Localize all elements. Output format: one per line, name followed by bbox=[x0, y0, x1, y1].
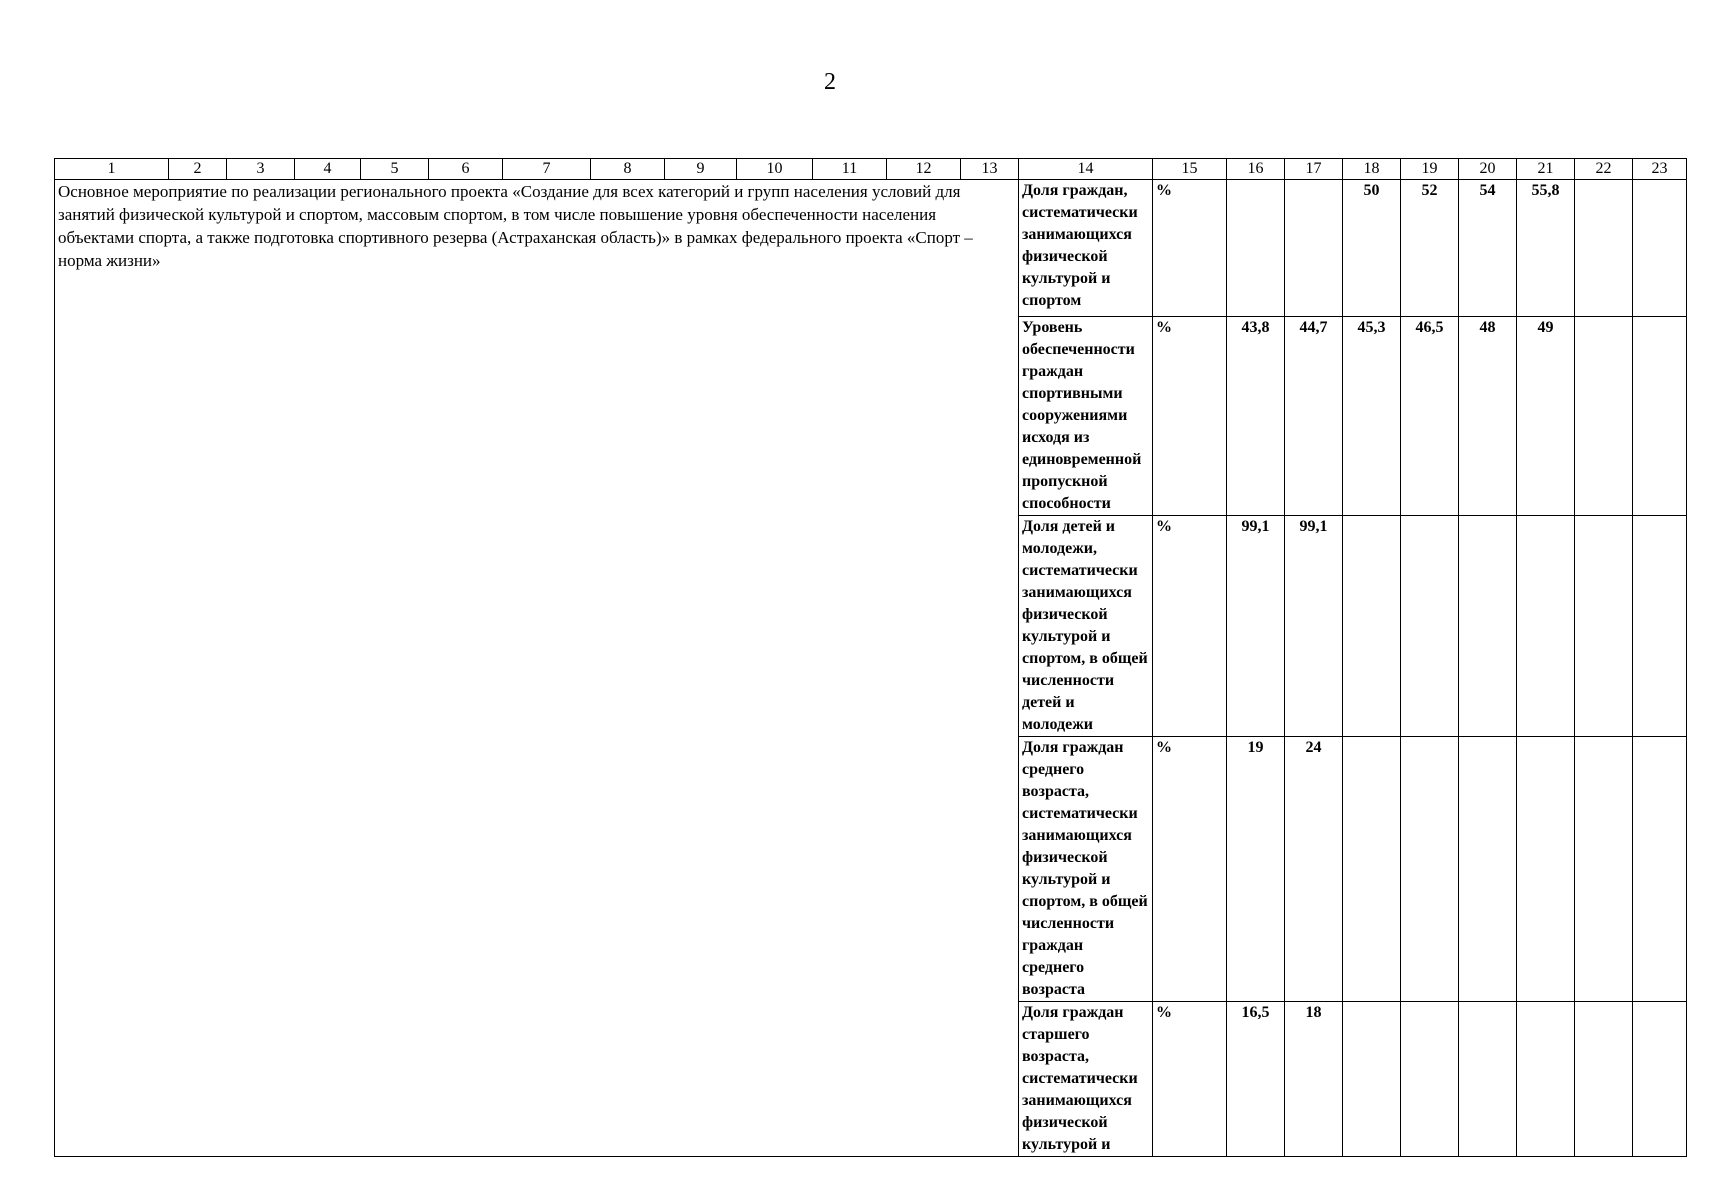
column-header: 2 bbox=[169, 159, 227, 180]
indicator-value: 50 bbox=[1343, 180, 1401, 317]
indicator-value bbox=[1575, 317, 1633, 516]
indicator-value bbox=[1633, 516, 1687, 737]
indicator-unit: % bbox=[1153, 1002, 1227, 1157]
indicator-value bbox=[1285, 180, 1343, 317]
indicator-value bbox=[1517, 1002, 1575, 1157]
indicator-value bbox=[1575, 1002, 1633, 1157]
column-header: 3 bbox=[227, 159, 295, 180]
table-row bbox=[55, 180, 1687, 317]
indicator-value bbox=[1227, 180, 1285, 317]
column-header: 11 bbox=[813, 159, 887, 180]
indicator-value: 45,3 bbox=[1343, 317, 1401, 516]
column-header: 13 bbox=[961, 159, 1019, 180]
indicator-value: 44,7 bbox=[1285, 317, 1343, 516]
program-table bbox=[54, 158, 1687, 1157]
indicator-value: 55,8 bbox=[1517, 180, 1575, 317]
indicator-value bbox=[1459, 737, 1517, 1002]
indicator-value bbox=[1343, 1002, 1401, 1157]
column-header: 14 bbox=[1019, 159, 1153, 180]
column-header: 1 bbox=[55, 159, 169, 180]
column-header: 10 bbox=[737, 159, 813, 180]
column-header: 23 bbox=[1633, 159, 1687, 180]
indicator-value bbox=[1633, 180, 1687, 317]
indicator-value bbox=[1575, 516, 1633, 737]
indicator-value: 43,8 bbox=[1227, 317, 1285, 516]
indicator-unit: % bbox=[1153, 737, 1227, 1002]
indicator-unit: % bbox=[1153, 317, 1227, 516]
column-header: 19 bbox=[1401, 159, 1459, 180]
indicator-value: 52 bbox=[1401, 180, 1459, 317]
column-header: 21 bbox=[1517, 159, 1575, 180]
indicator-value bbox=[1343, 516, 1401, 737]
indicator-name: Доля граждан старшего возраста, систематически занимающихся физической культурой и bbox=[1019, 1002, 1153, 1157]
column-header: 20 bbox=[1459, 159, 1517, 180]
indicator-value bbox=[1575, 737, 1633, 1002]
indicator-value bbox=[1459, 516, 1517, 737]
indicator-value bbox=[1401, 737, 1459, 1002]
indicator-value bbox=[1401, 516, 1459, 737]
page-number: 2 bbox=[824, 69, 836, 95]
indicator-value: 18 bbox=[1285, 1002, 1343, 1157]
indicator-value bbox=[1575, 180, 1633, 317]
column-header: 5 bbox=[361, 159, 429, 180]
measure-description: Основное мероприятие по реализации регионального проекта «Создание для всех категорий и групп населения условий для занятий физической культурой и спортом, массовым спортом, в том числе повышение уровня обеспеченности населения объектами спорта, а также подготовка спортивного резерва (Астраханская область)» в рамках федерального проекта «Спорт – норма жизни» bbox=[55, 180, 1019, 1157]
indicator-name: Доля детей и молодежи, систематически занимающихся физической культурой и спортом, в общей численности детей и молодежи bbox=[1019, 516, 1153, 737]
indicator-value: 46,5 bbox=[1401, 317, 1459, 516]
column-header: 9 bbox=[665, 159, 737, 180]
indicator-value: 24 bbox=[1285, 737, 1343, 1002]
column-header: 22 bbox=[1575, 159, 1633, 180]
column-header: 7 bbox=[503, 159, 591, 180]
indicator-value: 16,5 bbox=[1227, 1002, 1285, 1157]
indicator-value: 99,1 bbox=[1227, 516, 1285, 737]
column-header: 8 bbox=[591, 159, 665, 180]
column-header: 6 bbox=[429, 159, 503, 180]
indicator-name: Доля граждан, систематически занимающихся физической культурой и спортом bbox=[1019, 180, 1153, 317]
indicator-unit: % bbox=[1153, 180, 1227, 317]
indicator-unit: % bbox=[1153, 516, 1227, 737]
indicator-value bbox=[1633, 317, 1687, 516]
column-header: 17 bbox=[1285, 159, 1343, 180]
indicator-value bbox=[1459, 1002, 1517, 1157]
indicator-name: Уровень обеспеченности граждан спортивными сооружениями исходя из единовременной пропускной способности bbox=[1019, 317, 1153, 516]
indicator-value bbox=[1517, 516, 1575, 737]
indicator-value: 48 bbox=[1459, 317, 1517, 516]
indicator-value: 19 bbox=[1227, 737, 1285, 1002]
column-header: 12 bbox=[887, 159, 961, 180]
indicator-value bbox=[1633, 737, 1687, 1002]
column-header: 16 bbox=[1227, 159, 1285, 180]
indicator-value bbox=[1517, 737, 1575, 1002]
indicator-value: 99,1 bbox=[1285, 516, 1343, 737]
indicator-value: 54 bbox=[1459, 180, 1517, 317]
column-header: 15 bbox=[1153, 159, 1227, 180]
column-number-row bbox=[55, 159, 1687, 180]
indicator-name: Доля граждан среднего возраста, систематически занимающихся физической культурой и спортом, в общей численности граждан среднего возраста bbox=[1019, 737, 1153, 1002]
indicator-value bbox=[1401, 1002, 1459, 1157]
indicator-value bbox=[1343, 737, 1401, 1002]
indicator-value: 49 bbox=[1517, 317, 1575, 516]
indicator-value bbox=[1633, 1002, 1687, 1157]
column-header: 18 bbox=[1343, 159, 1401, 180]
column-header: 4 bbox=[295, 159, 361, 180]
